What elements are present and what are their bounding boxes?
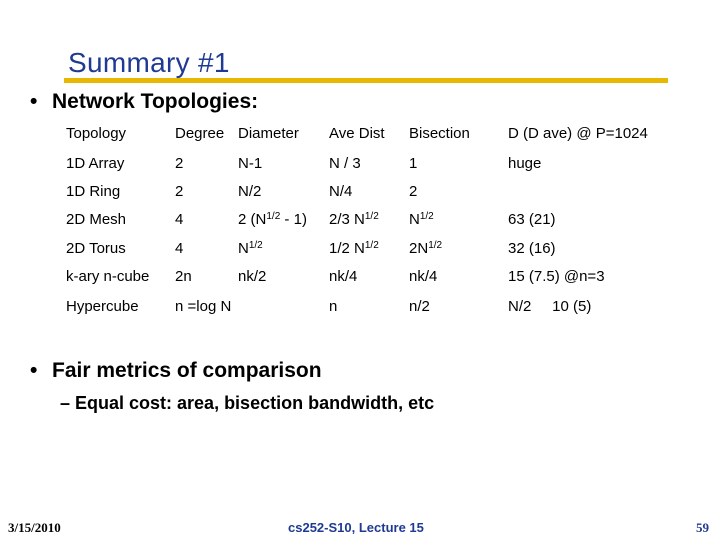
header-bisection: Bisection [409,125,470,142]
row-2d-torus-topology: 2D Torus [66,240,126,257]
bullet-dot: • [30,90,38,113]
row-1d-array-d: huge [508,155,542,172]
footer-page-number: 59 [696,520,709,535]
row-1d-ring-ave-dist: N/4 [329,183,353,200]
row-1d-array-diameter: N-1 [238,155,263,172]
row-hypercube-topology: Hypercube [66,298,139,315]
footer-lecture: cs252-S10, Lecture 15 [288,520,424,535]
row-2d-mesh-ave-dist: 2/3 $N^{1/2}$ [329,211,379,228]
row-hypercube-bisection: n/2 [409,298,430,315]
row-k-ary-bisection: nk/4 [409,268,438,285]
row-2d-torus-d: 32 (16) [508,240,556,257]
row-1d-ring-bisection: 2 [409,183,418,200]
bullet-fair-metrics [30,359,322,383]
header-d-at-p: D (D ave) @ P=1024 [508,125,648,142]
header-topology: Topology [66,125,127,142]
row-2d-mesh-diameter: 2 $(N^{1/2} - 1)$ [238,211,307,228]
header-ave-dist: Ave Dist [329,125,385,142]
bullet-network-topologies [30,90,258,114]
row-1d-array-degree: 2 [175,155,184,172]
row-2d-torus-degree: 4 [175,240,184,257]
title-underline [64,78,668,83]
footer-date: 3/15/2010 [8,520,61,535]
row-2d-mesh-bisection: $N^{1/2}$ [409,211,434,228]
row-k-ary-ave-dist: nk/4 [329,268,358,285]
row-1d-array-ave-dist: N / 3 [329,155,361,172]
row-1d-ring-degree: 2 [175,183,184,200]
row-2d-mesh-degree: 4 [175,211,184,228]
sub-bullet-equal-cost: – Equal cost: area, bisection bandwidth, etc [60,393,435,413]
header-degree: Degree [175,125,225,142]
bullet-dot: • [30,359,38,382]
row-k-ary-topology: k-ary n-cube [66,268,150,285]
row-1d-array-bisection: 1 [409,155,418,172]
row-1d-array-topology: 1D Array [66,155,125,172]
row-hypercube-d: N/2 10 (5) [508,298,592,315]
row-k-ary-degree: 2n [175,268,192,285]
row-1d-ring-diameter: N/2 [238,183,262,200]
bullet-text: Network Topologies: [52,90,259,113]
row-hypercube-ave-dist: n [329,298,338,315]
row-hypercube-degree: n =log N [175,298,232,315]
row-2d-torus-ave-dist: 1/2 $N^{1/2}$ [329,240,379,257]
header-diameter: Diameter [238,125,299,142]
bullet-text: Fair metrics of comparison [52,359,322,382]
row-2d-torus-diameter: $N^{1/2}$ [238,240,263,257]
row-2d-mesh-d: 63 (21) [508,211,556,228]
row-2d-mesh-topology: 2D Mesh [66,211,127,228]
row-k-ary-diameter: nk/2 [238,268,267,285]
row-2d-torus-bisection: $2N^{1/2}$ [409,240,443,257]
slide-title: Summary #1 [68,47,230,78]
row-1d-ring-topology: 1D Ring [66,183,121,200]
row-k-ary-d: 15 (7.5) @n=3 [508,268,605,285]
